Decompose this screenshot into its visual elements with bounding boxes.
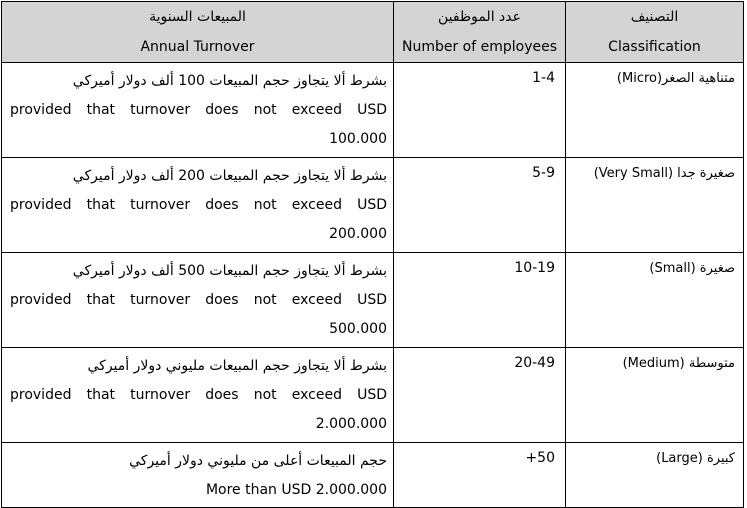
turnover-ar: حجم المبيعات أعلى من مليوني دولار أميركي [129,453,387,469]
turnover-en-line2: 2.000.000 [315,416,387,432]
header-classification [566,2,744,63]
turnover-en-line1: provided that turnover does not exceed USD [10,102,387,118]
table-row-medium [2,348,744,443]
turnover-en-line2: 100.000 [329,131,387,147]
employees-cell: 20-49 [394,348,566,443]
header-employees-ar: عدد الموظفين [438,9,521,25]
turnover-en-line2: 200.000 [329,226,387,242]
turnover-ar: بشرط ألا يتجاوز حجم المبيعات 500 ألف دولار أميركي [72,263,387,279]
classification-table [1,1,744,508]
table-row-micro [2,63,744,158]
turnover-ar: بشرط ألا يتجاوز حجم المبيعات 200 ألف دولار أميركي [72,168,387,184]
turnover-en-line1: provided that turnover does not exceed USD [10,197,387,213]
turnover-ar: بشرط ألا يتجاوز حجم المبيعات مليوني دولار أميركي [87,358,387,374]
turnover-cell [2,443,394,508]
classification-cell: صغيرة جدا (Very Small) [566,158,744,253]
turnover-ar: بشرط ألا يتجاوز حجم المبيعات 100 ألف دولار أميركي [72,73,387,89]
turnover-en: More than USD 2.000.000 [205,482,387,498]
employees-cell: 1-4 [394,63,566,158]
table-row-very-small [2,158,744,253]
table-row-large [2,443,744,508]
turnover-cell [2,253,394,348]
classification-cell: صغيرة (Small) [566,253,744,348]
header-classification-ar: التصنيف [630,9,679,25]
header-turnover-ar: المبيعات السنوية [149,9,246,25]
turnover-en-line2: 500.000 [329,321,387,337]
header-turnover [2,2,394,63]
classification-cell: كبيرة (Large) [566,443,744,508]
header-employees [394,2,566,63]
header-classification-en: Classification [608,39,701,55]
classification-cell: متناهية الصغر(Micro) [566,63,744,158]
table-row-small [2,253,744,348]
employees-cell: 10-19 [394,253,566,348]
classification-cell: متوسطة (Medium) [566,348,744,443]
turnover-cell [2,158,394,253]
turnover-cell [2,63,394,158]
turnover-en-line1: provided that turnover does not exceed USD [10,292,387,308]
employees-cell: 5-9 [394,158,566,253]
turnover-en-line1: provided that turnover does not exceed USD [10,387,387,403]
employees-cell: +50 [394,443,566,508]
header-row [2,2,744,63]
header-employees-en: Number of employees [401,39,558,55]
header-turnover-en: Annual Turnover [140,39,255,55]
turnover-cell [2,348,394,443]
